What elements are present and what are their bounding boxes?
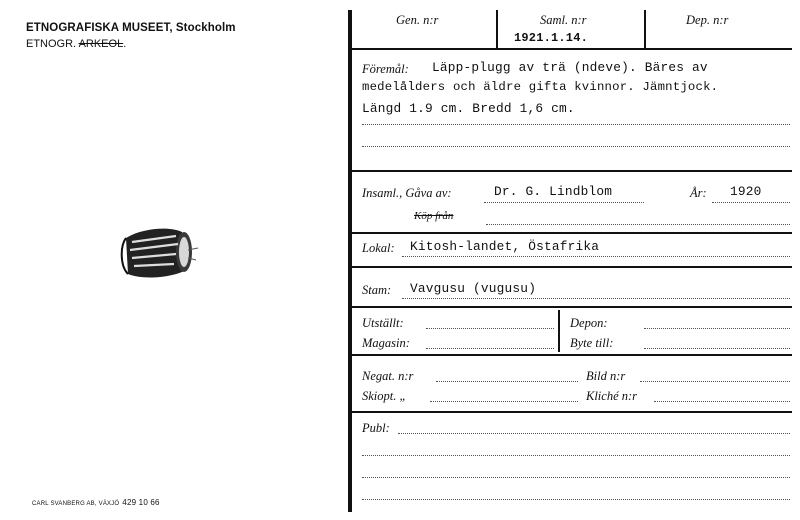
header-divider-2 — [644, 10, 646, 48]
utstallt-divider — [558, 310, 560, 352]
publ-dotted-2 — [362, 455, 790, 456]
byte-label: Byte till: — [570, 336, 614, 350]
foremal-line-3: Längd 1.9 cm. Bredd 1,6 cm. — [362, 101, 575, 116]
printer-code: 429 10 66 — [122, 498, 160, 507]
depon-label: Depon: — [570, 316, 608, 330]
saml-label: Saml. n:r — [540, 13, 587, 27]
negat-label: Negat. n:r — [362, 369, 414, 383]
kop-struck: Köp från — [414, 210, 454, 222]
printer-imprint — [32, 498, 160, 507]
lip-plug-photo — [112, 222, 204, 284]
header-divider-1 — [496, 10, 498, 48]
lokal-dotted — [402, 256, 790, 257]
foremal-dotted-2 — [362, 146, 790, 147]
insaml-dotted — [484, 202, 644, 203]
publ-label: Publ: — [362, 421, 390, 435]
ar-label: År: — [690, 186, 707, 200]
stam-value: Vavgusu (vugusu) — [410, 281, 537, 296]
foremal-dotted-1 — [362, 124, 790, 125]
rule-foremal — [352, 170, 792, 172]
dep-label: Dep. n:r — [686, 13, 729, 27]
kliche-dotted — [654, 401, 790, 402]
department-struck: ARKEOL — [78, 38, 124, 50]
insaml-value: Dr. G. Lindblom — [494, 184, 613, 199]
skiopt-dotted — [430, 401, 578, 402]
museum-title: ETNOGRAFISKA MUSEET, Stockholm — [26, 22, 236, 34]
foremal-line-1: Läpp-plugg av trä (ndeve). Bäres av — [432, 60, 708, 75]
foremal-label: Föremål: — [362, 62, 409, 76]
rule-insaml — [352, 232, 792, 234]
saml-value: 1921.1.14. — [514, 31, 589, 45]
bild-dotted — [640, 381, 790, 382]
kliche-label: Kliché n:r — [586, 389, 638, 403]
magasin-dotted — [426, 348, 554, 349]
magasin-label: Magasin: — [362, 336, 410, 350]
utstallt-label: Utställt: — [362, 316, 404, 330]
publ-dotted-3 — [362, 477, 790, 478]
insaml-label: Insaml., Gåva av: — [362, 186, 452, 200]
publ-dotted-4 — [362, 499, 790, 500]
lokal-label: Lokal: — [362, 241, 395, 255]
department-suffix: . — [123, 38, 127, 50]
rule-lokal — [352, 266, 792, 268]
lokal-value: Kitosh-landet, Östafrika — [410, 239, 600, 254]
card-left-border — [348, 10, 352, 512]
rule-negat — [352, 411, 792, 413]
stam-label: Stam: — [362, 283, 392, 297]
rule-header — [352, 48, 792, 50]
byte-dotted — [644, 348, 790, 349]
gen-label: Gen. n:r — [396, 13, 439, 27]
ar-dotted — [712, 202, 790, 203]
foremal-line-2: medelålders och äldre gifta kvinnor. Jämntjock. — [362, 80, 719, 94]
rule-stam — [352, 306, 792, 308]
depon-dotted — [644, 328, 790, 329]
skiopt-label: Skiopt. „ — [362, 389, 407, 403]
department-prefix: ETNOGR. — [26, 38, 79, 50]
rule-utstallt — [352, 354, 792, 356]
printer-name: CARL SVANBERG AB, VÄXJÖ — [32, 501, 120, 507]
bild-label: Bild n:r — [586, 369, 626, 383]
department-line — [26, 38, 126, 50]
utstallt-dotted — [426, 328, 554, 329]
negat-dotted — [436, 381, 578, 382]
stam-dotted — [402, 298, 790, 299]
ar-value: 1920 — [730, 184, 762, 199]
kop-dotted — [486, 224, 790, 225]
publ-dotted-1 — [398, 433, 790, 434]
